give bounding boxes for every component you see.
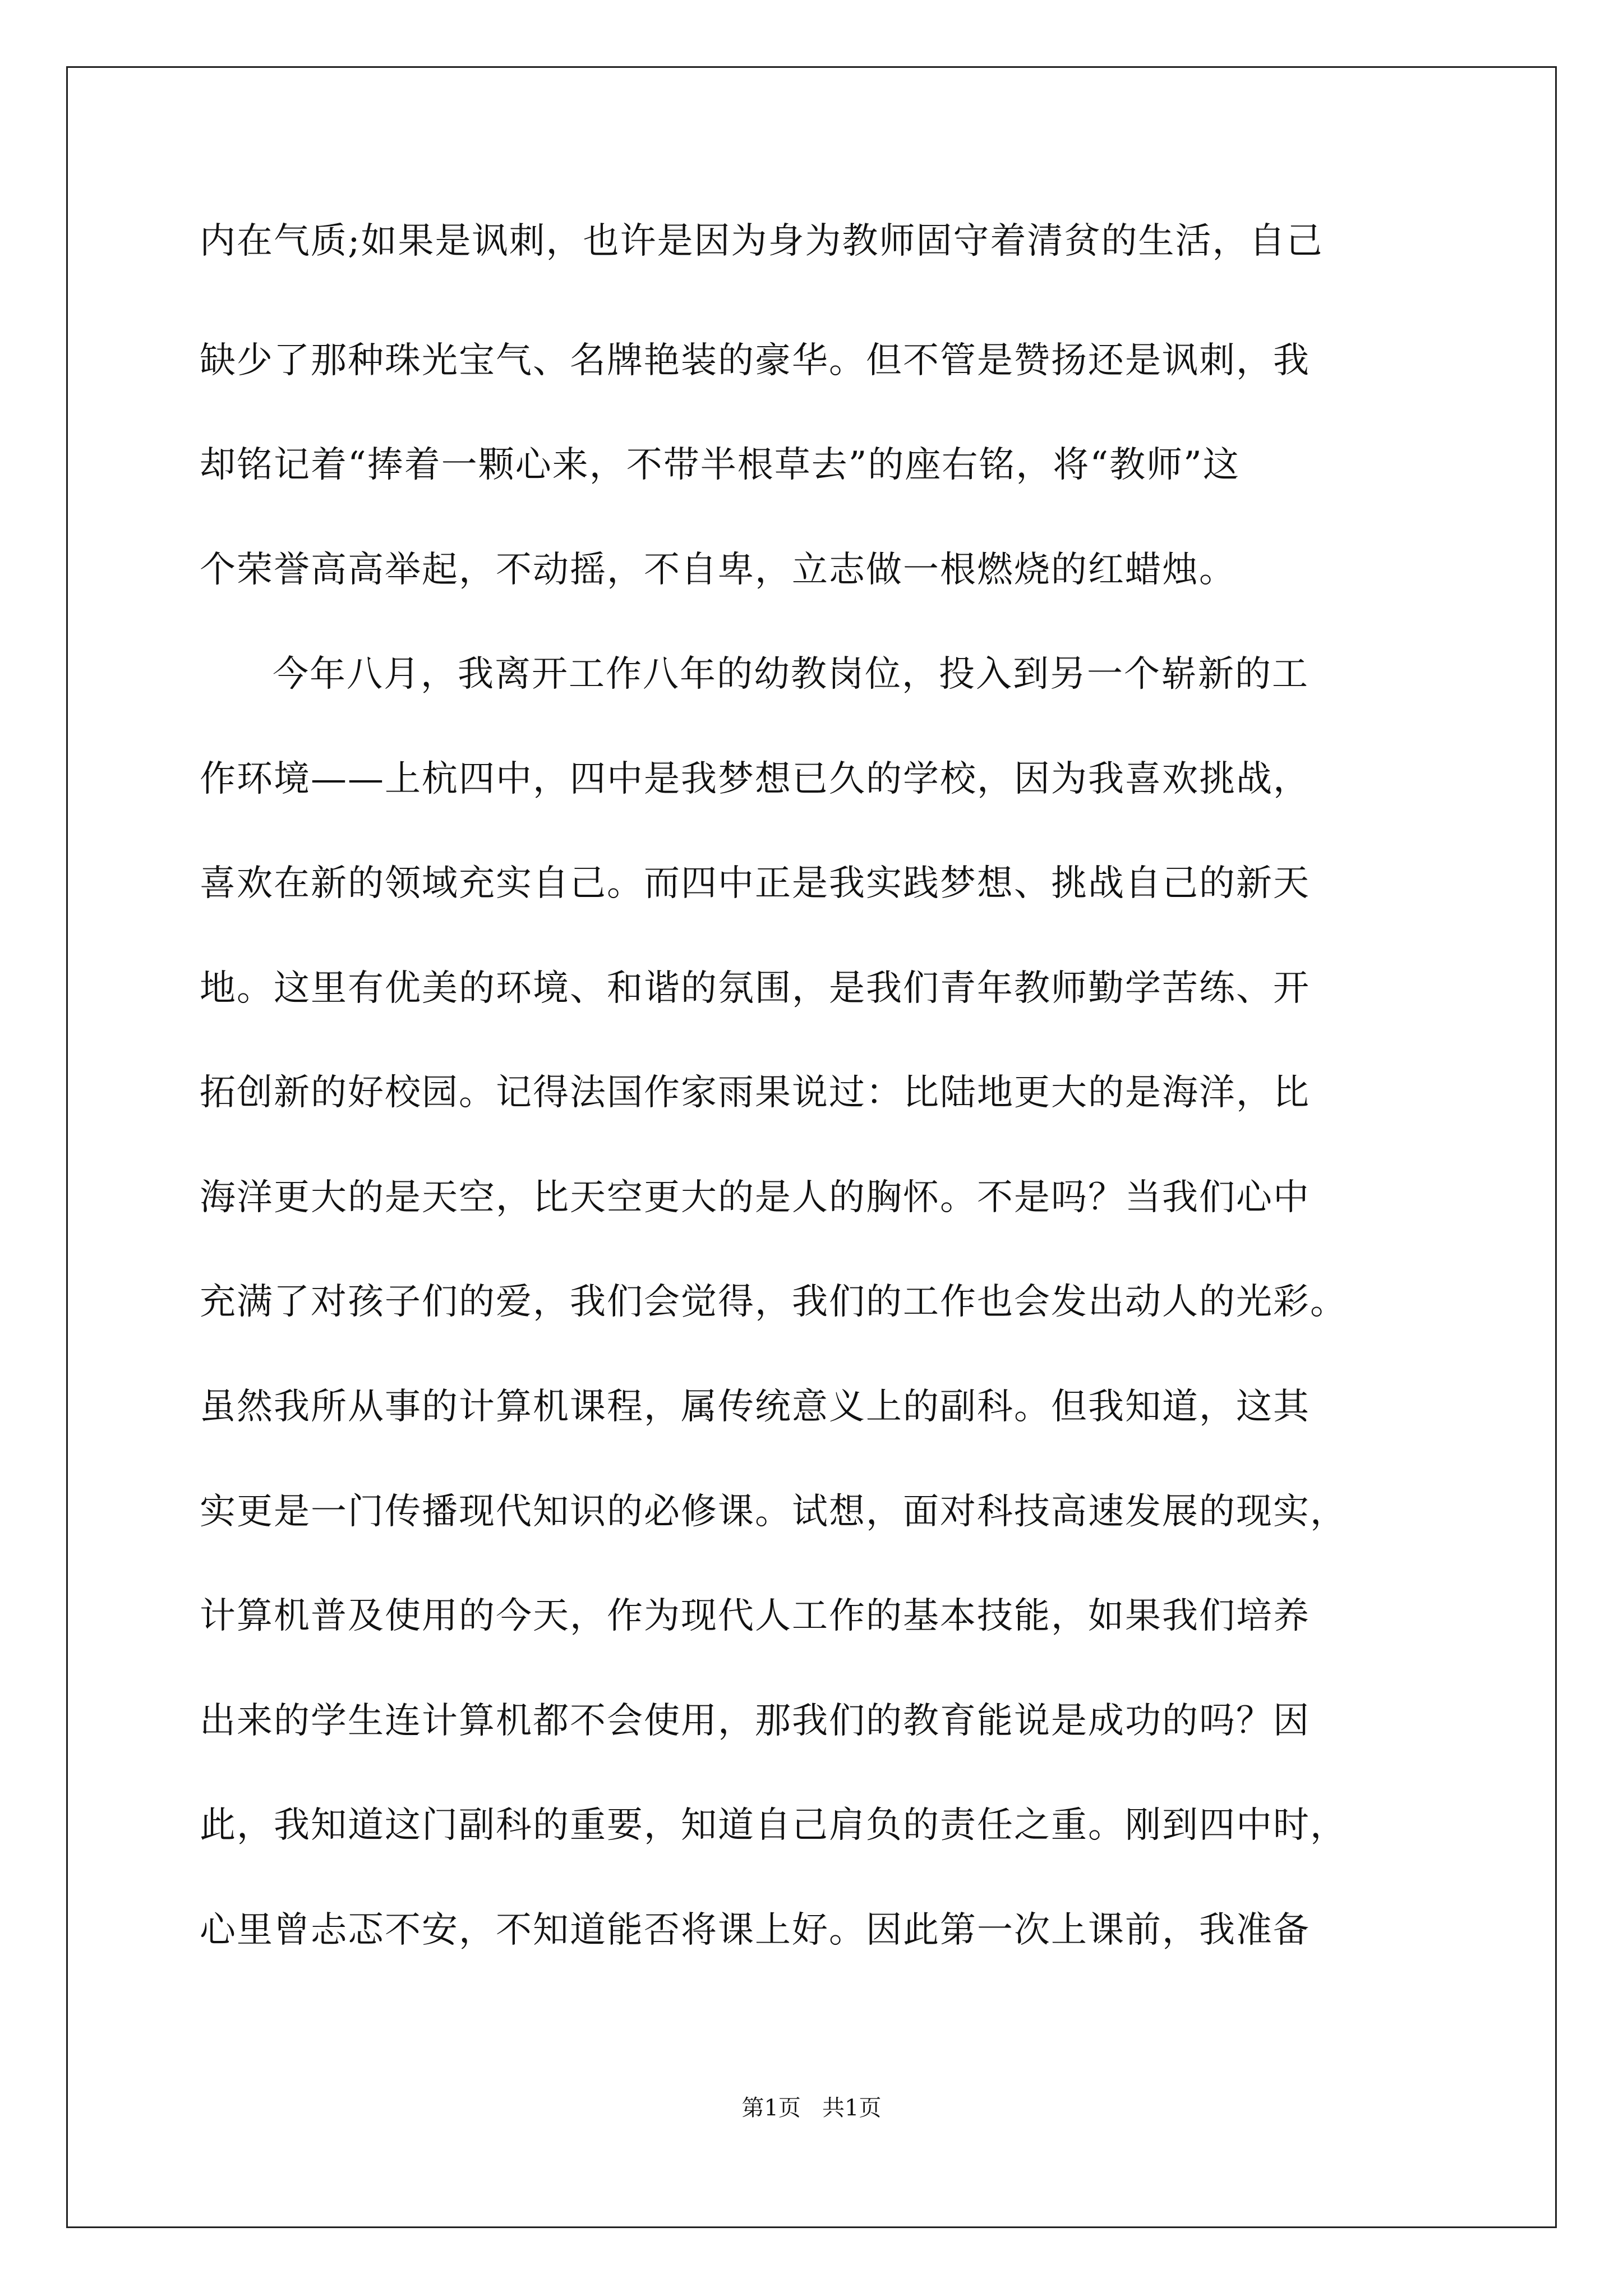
body-line-4: 个荣誉高高举起，不动摇，不自卑，立志做一根燃烧的红蜡烛。 bbox=[200, 549, 1236, 591]
body-line-3: 却铭记着“捧着一颗心来，不带半根草去”的座右铭，将“教师”这 bbox=[200, 444, 1240, 486]
body-line-9: 拓创新的好校园。记得法国作家雨果说过：比陆地更大的是海洋，比 bbox=[200, 1072, 1310, 1114]
body-line-14: 计算机普及使用的今天，作为现代人工作的基本技能，如果我们培养 bbox=[200, 1595, 1310, 1637]
body-line-12: 虽然我所从事的计算机课程，属传统意义上的副科。但我知道，这其 bbox=[200, 1386, 1310, 1428]
body-line-13: 实更是一门传播现代知识的必修课。试想，面对科技高速发展的现实， bbox=[200, 1491, 1347, 1533]
body-line-8: 地。这里有优美的环境、和谐的氛围，是我们青年教师勤学苦练、开 bbox=[200, 968, 1310, 1009]
body-line-7: 喜欢在新的领域充实自己。而四中正是我实践梦想、挑战自己的新天 bbox=[200, 863, 1310, 904]
body-line-6: 作环境——上杭四中，四中是我梦想已久的学校，因为我喜欢挑战， bbox=[200, 758, 1310, 800]
body-line-15: 出来的学生连计算机都不会使用，那我们的教育能说是成功的吗？因 bbox=[200, 1700, 1310, 1742]
body-line-10: 海洋更大的是天空，比天空更大的是人的胸怀。不是吗？当我们心中 bbox=[200, 1177, 1310, 1218]
body-line-2: 缺少了那种珠光宝气、名牌艳装的豪华。但不管是赞扬还是讽刺，我 bbox=[200, 340, 1310, 381]
body-line-16: 此，我知道这门副科的重要，知道自己肩负的责任之重。刚到四中时， bbox=[200, 1805, 1347, 1846]
body-line-1: 内在气质;如果是讽刺，也许是因为身为教师固守着清贫的生活，自己 bbox=[200, 220, 1324, 262]
body-line-17: 心里曾忐忑不安，不知道能否将课上好。因此第一次上课前，我准备 bbox=[200, 1910, 1310, 1951]
paragraph-first-line: 今年八月，我离开工作八年的幼教岗位，投入到另一个崭新的工 bbox=[273, 654, 1309, 695]
body-line-11: 充满了对孩子们的爱，我们会觉得，我们的工作也会发出动人的光彩。 bbox=[200, 1281, 1347, 1323]
page-footer: 第1页 共1页 bbox=[741, 2095, 882, 2121]
